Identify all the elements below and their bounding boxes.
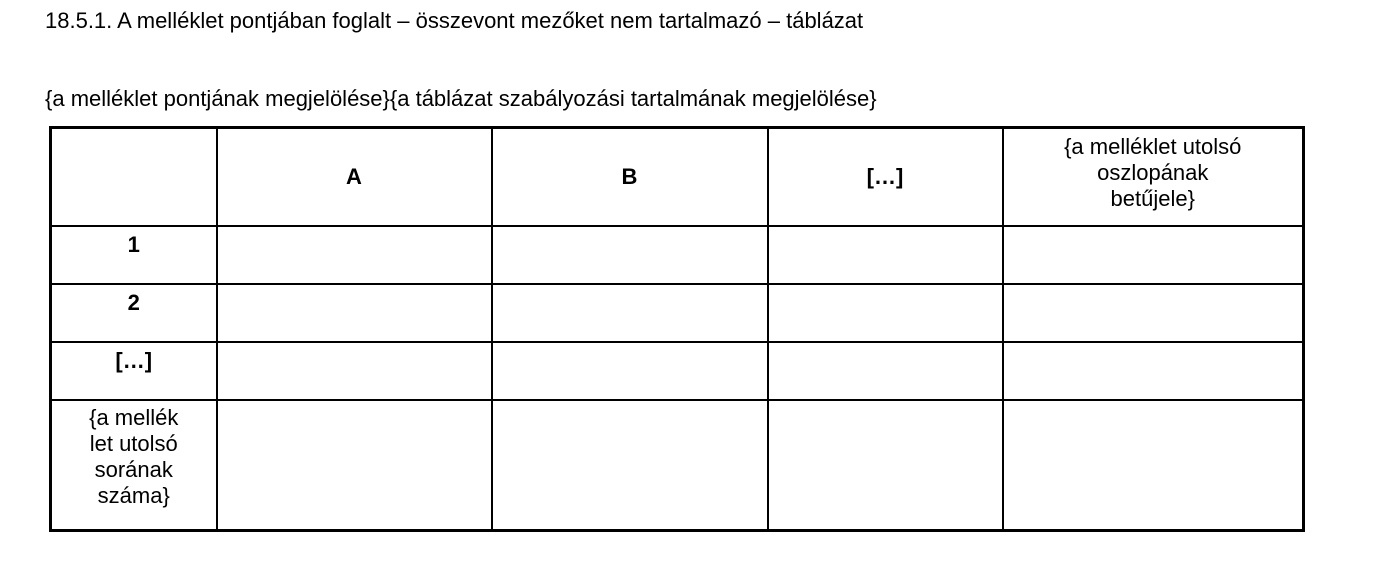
table-cell xyxy=(1003,226,1304,284)
table-cell xyxy=(217,342,492,400)
table-cell xyxy=(768,342,1003,400)
row-label-1: 1 xyxy=(51,226,217,284)
last-row-label-line: {a mellék xyxy=(89,404,179,430)
table-cell xyxy=(492,400,768,531)
row-label-ellipsis: […] xyxy=(51,342,217,400)
table-cell xyxy=(1003,284,1304,342)
table-row xyxy=(51,284,1304,342)
row-label-last xyxy=(51,400,217,531)
table-designation: {a melléklet pontjának megjelölése}{a táblázat szabályozási tartalmának megjelölése} xyxy=(45,86,877,111)
table-row-last xyxy=(51,400,1304,531)
column-header-a: A xyxy=(217,128,492,226)
table-cell xyxy=(492,342,768,400)
template-table xyxy=(49,126,1305,532)
table-cell xyxy=(492,226,768,284)
table-cell xyxy=(217,400,492,531)
section-heading: 18.5.1. A melléklet pontjában foglalt – összevont mezőket nem tartalmazó – táblázat xyxy=(45,8,864,33)
table-row xyxy=(51,342,1304,400)
last-column-label-line: {a melléklet utolsó xyxy=(1064,134,1242,159)
row-label-2: 2 xyxy=(51,284,217,342)
last-row-label-line: let utolsó xyxy=(89,430,178,456)
table-cell xyxy=(492,284,768,342)
last-column-label-line: oszlopának xyxy=(1097,160,1209,185)
table-cell xyxy=(1003,342,1304,400)
column-header-ellipsis: […] xyxy=(768,128,1003,226)
column-header-b: B xyxy=(492,128,768,226)
table-row xyxy=(51,226,1304,284)
table-header-row xyxy=(51,128,1304,226)
table-cell xyxy=(768,284,1003,342)
last-row-label-line: sorának xyxy=(94,456,173,482)
corner-cell xyxy=(51,128,217,226)
last-row-label-line: száma} xyxy=(97,482,170,508)
table-cell xyxy=(768,400,1003,531)
table-cell xyxy=(768,226,1003,284)
table-cell xyxy=(1003,400,1304,531)
column-header-last xyxy=(1003,128,1304,226)
table-cell xyxy=(217,226,492,284)
last-column-label-line: betűjele} xyxy=(1110,186,1195,211)
table-cell xyxy=(217,284,492,342)
